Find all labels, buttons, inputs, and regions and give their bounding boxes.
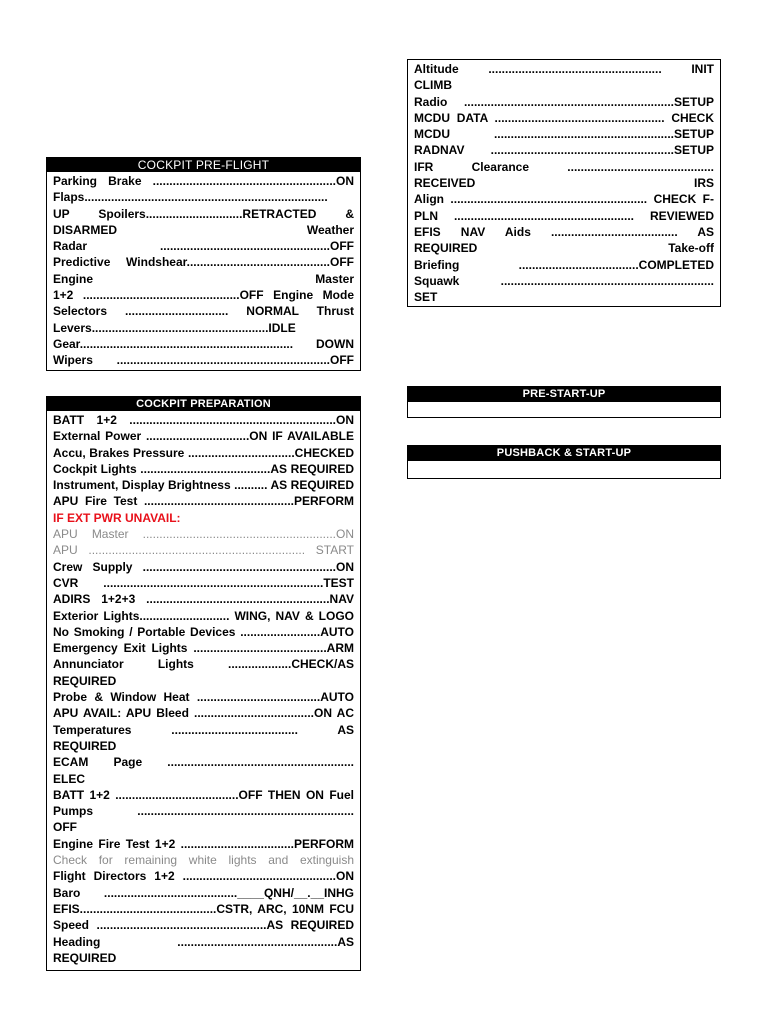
checklist-line: ECAM Page ........................................................	[53, 755, 354, 770]
checklist-line: Annunciator Lights ...................CHECK/AS	[53, 657, 354, 672]
checklist-line: Briefing ....................................COMPLETED	[414, 257, 714, 272]
checklist-line: REQUIRED	[53, 950, 117, 965]
cockpit-preparation-title: COCKPIT PREPARATION	[47, 397, 360, 411]
checklist-line: Radar ...................................................OFF	[53, 239, 354, 254]
checklist-line: DISARMED Weather	[53, 222, 354, 237]
checklist-line: Instrument, Display Brightness .......... AS REQUIRED	[53, 478, 354, 493]
checklist-line: Predictive Windshear...........................................OFF	[53, 255, 354, 270]
checklist-line: REQUIRED Take-off	[414, 241, 714, 256]
checklist-line: Flaps.........................................................................	[53, 190, 328, 205]
checklist-line: PLN ...................................................... REVIEWED	[414, 208, 714, 223]
checklist-line: Altitude .................................................... INIT	[414, 62, 714, 76]
checklist-line: EFIS NAV Aids ...................................... AS	[414, 224, 714, 239]
checklist-line: Pumps .................................................................	[53, 804, 354, 819]
checklist-line: REQUIRED	[53, 738, 117, 753]
checklist-line: Heading ................................................AS	[53, 934, 354, 949]
checklist-line: BATT 1+2 ..............................................................ON	[53, 413, 354, 427]
checklist-line: Check for remaining white lights and extinguish	[53, 853, 354, 868]
checklist-line: Gear................................................................ DOWN	[53, 336, 354, 351]
cockpit-preparation-continued-items	[408, 60, 720, 307]
checklist-line: Align ........................................................... CHECK F-	[414, 192, 714, 207]
pushback-start-up-title: PUSHBACK & START-UP	[408, 446, 720, 461]
checklist-line: APU AVAIL: APU Bleed ....................................ON AC	[53, 706, 354, 721]
checklist-line: REQUIRED	[53, 673, 117, 688]
checklist-line: Baro ........................................____QNH/__.__INHG	[53, 885, 354, 900]
checklist-line: BATT 1+2 .....................................OFF THEN ON Fuel	[53, 787, 354, 802]
checklist-line: Squawk ................................................................	[414, 273, 714, 288]
cockpit-preflight-items	[47, 172, 360, 371]
checklist-line: No Smoking / Portable Devices ........................AUTO	[53, 624, 354, 639]
checklist-line: Parking Brake .......................................................ON	[53, 174, 354, 188]
pre-start-up-title: PRE-START-UP	[408, 387, 720, 402]
checklist-line: Accu, Brakes Pressure ................................CHECKED	[53, 445, 354, 460]
checklist-line: ELEC	[53, 771, 86, 786]
checklist-line: EFIS.........................................CSTR, ARC, 10NM FCU	[53, 901, 354, 916]
checklist-line: ADIRS 1+2+3 .......................................................NAV	[53, 592, 354, 607]
checklist-line: Wipers ................................................................OFF	[53, 353, 354, 368]
checklist-line: CVR ..................................................................TEST	[53, 575, 354, 590]
checklist-line: Speed ...................................................AS REQUIRED	[53, 918, 354, 933]
checklist-line: Flight Directors 1+2 ..............................................ON	[53, 869, 354, 884]
cockpit-preflight-checklist	[46, 157, 361, 371]
checklist-line: IF EXT PWR UNAVAIL:	[53, 510, 181, 525]
cockpit-preparation-checklist	[46, 396, 361, 971]
pre-start-up-checklist	[407, 386, 721, 418]
checklist-line: 1+2 ...............................................OFF Engine Mode	[53, 288, 354, 303]
pushback-start-up-checklist	[407, 445, 721, 479]
checklist-line: UP Spoilers.............................RETRACTED &	[53, 206, 354, 221]
checklist-line: OFF	[53, 820, 77, 835]
cockpit-preflight-title: COCKPIT PRE-FLIGHT	[47, 158, 360, 172]
checklist-line: RADNAV .......................................................SETUP	[414, 143, 714, 158]
cockpit-preparation-items	[47, 411, 360, 968]
checklist-line: Engine Master	[53, 271, 354, 286]
checklist-line: Cockpit Lights .......................................AS REQUIRED	[53, 461, 354, 476]
checklist-line: Probe & Window Heat .....................................AUTO	[53, 690, 354, 705]
checklist-line: MCDU DATA ................................................... CHECK	[414, 110, 714, 125]
checklist-line: APU Master ..........................................................ON	[53, 527, 354, 542]
checklist-line: Radio ...............................................................SETUP	[414, 94, 714, 109]
checklist-line: RECEIVED IRS	[414, 176, 714, 191]
checklist-line: Emergency Exit Lights ........................................ARM	[53, 641, 354, 656]
checklist-line: Exterior Lights........................... WING, NAV & LOGO	[53, 608, 354, 623]
checklist-line: SET	[414, 290, 438, 305]
checklist-line: Engine Fire Test 1+2 ..................................PERFORM	[53, 836, 354, 851]
checklist-line: External Power ...............................ON IF AVAILABLE	[53, 429, 354, 444]
checklist-line: IFR Clearance ............................................	[414, 159, 714, 174]
checklist-line: APU ................................................................. START	[53, 543, 354, 558]
checklist-line: Selectors ............................... NORMAL Thrust	[53, 304, 354, 319]
checklist-line: Levers.....................................................IDLE	[53, 320, 296, 335]
checklist-line: APU Fire Test .............................................PERFORM	[53, 494, 354, 509]
checklist-line: MCDU ......................................................SETUP	[414, 127, 714, 142]
checklist-line: CLIMB	[414, 78, 452, 93]
cockpit-preparation-continued	[407, 59, 721, 307]
checklist-line: Temperatures ...................................... AS	[53, 722, 354, 737]
checklist-line: Crew Supply ..........................................................ON	[53, 559, 354, 574]
